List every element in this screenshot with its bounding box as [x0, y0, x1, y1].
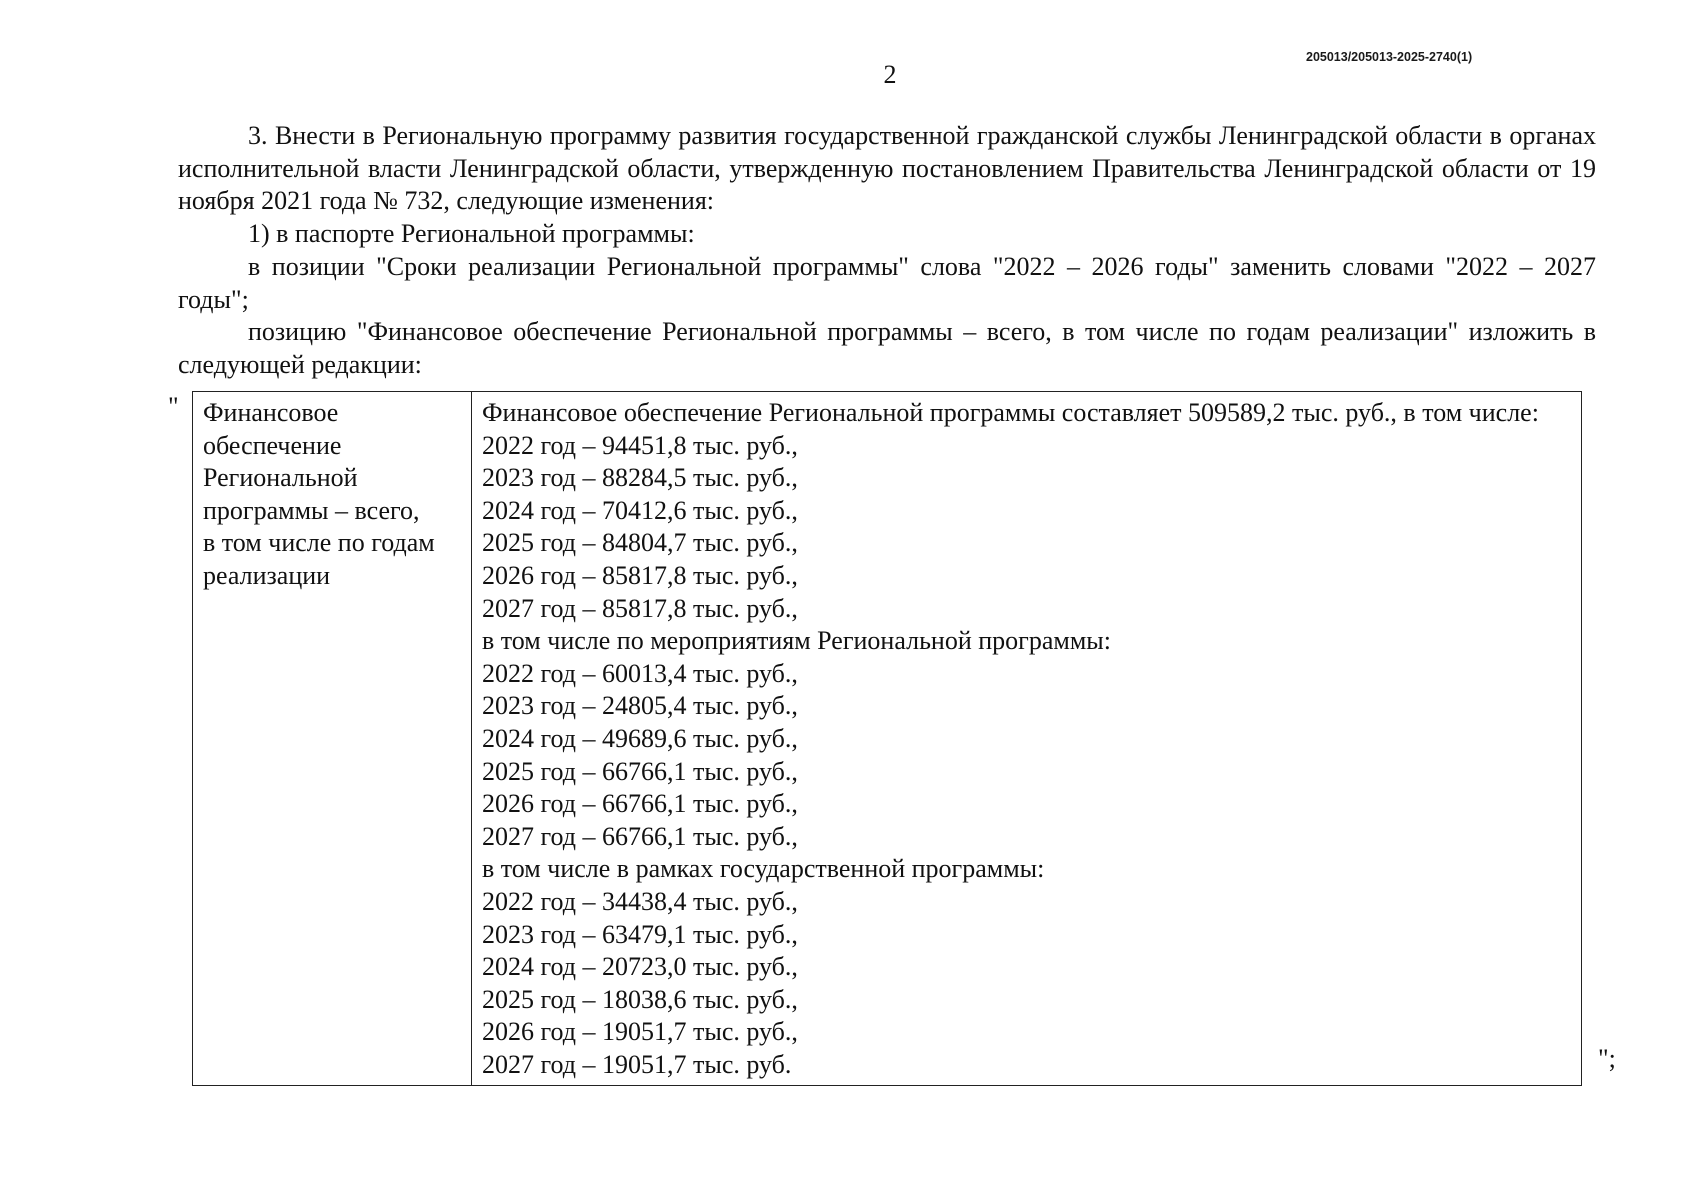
label-line: обеспечение — [203, 430, 342, 460]
funding-line: 2025 год – 66766,1 тыс. руб., — [482, 756, 798, 786]
funding-line: Финансовое обеспечение Региональной программы составляет 509589,2 тыс. руб., в том числе: — [482, 398, 1539, 427]
paragraph-period-change: в позиции "Сроки реализации Региональной программы" слова "2022 – 2026 годы" заменить словами "2022 – 2027 годы"; — [178, 252, 1596, 314]
funding-line: в том числе в рамках государственной программы: — [482, 854, 1045, 884]
label-line: в том числе по годам — [203, 528, 435, 558]
funding-line: 2024 год – 20723,0 тыс. руб., — [482, 952, 798, 982]
funding-line: 2024 год – 49689,6 тыс. руб., — [482, 723, 798, 753]
funding-line: 2023 год – 24805,4 тыс. руб., — [482, 691, 798, 721]
label-line: Региональной — [203, 463, 358, 493]
paragraph-funding-position: позицию "Финансовое обеспечение Региональной программы – всего, в том числе по годам реализации" изложить в следующей редакции: — [178, 317, 1596, 379]
funding-line: в том числе по мероприятиям Региональной программы: — [482, 626, 1111, 656]
funding-line: 2026 год – 85817,8 тыс. руб., — [482, 560, 798, 590]
funding-line: 2026 год – 19051,7 тыс. руб., — [482, 1017, 798, 1047]
paragraph-passport: 1) в паспорте Региональной программы: — [248, 219, 695, 248]
label-line: программы – всего, — [203, 495, 420, 525]
page-number: 2 — [883, 60, 897, 89]
funding-line: 2023 год – 88284,5 тыс. руб., — [482, 463, 798, 493]
funding-line: 2022 год – 94451,8 тыс. руб., — [482, 430, 798, 460]
closing-quote: "; — [1598, 1044, 1616, 1073]
funding-line: 2027 год – 66766,1 тыс. руб., — [482, 821, 798, 851]
funding-table — [192, 391, 1582, 1086]
paragraph-amendment-intro: 3. Внести в Региональную программу развития государственной гражданской службы Ленинградской области в органах исполнительной власти Ленинградской области, утвержденную постановлением Правительства Ленинградской области от 19 ноября 2021 года № 732, следующие изменения: — [178, 121, 1596, 215]
funding-line: 2025 год – 84804,7 тыс. руб., — [482, 528, 798, 558]
label-line: Финансовое — [203, 398, 339, 427]
funding-line: 2024 год – 70412,6 тыс. руб., — [482, 495, 798, 525]
funding-line: 2022 год – 60013,4 тыс. руб., — [482, 658, 798, 688]
funding-line: 2027 год – 19051,7 тыс. руб. — [482, 1049, 792, 1079]
table-row — [193, 392, 1582, 1086]
opening-quote: " — [168, 392, 179, 421]
funding-line: 2022 год – 34438,4 тыс. руб., — [482, 886, 798, 916]
label-line: реализации — [203, 560, 331, 590]
funding-line: 2026 год – 66766,1 тыс. руб., — [482, 789, 798, 819]
document-id: 205013/205013-2025-2740(1) — [1306, 50, 1473, 64]
funding-line: 2025 год – 18038,6 тыс. руб., — [482, 984, 798, 1014]
funding-line: 2023 год – 63479,1 тыс. руб., — [482, 919, 798, 949]
funding-content-cell — [472, 392, 1582, 1086]
funding-label-cell — [193, 392, 472, 1086]
funding-line: 2027 год – 85817,8 тыс. руб., — [482, 593, 798, 623]
